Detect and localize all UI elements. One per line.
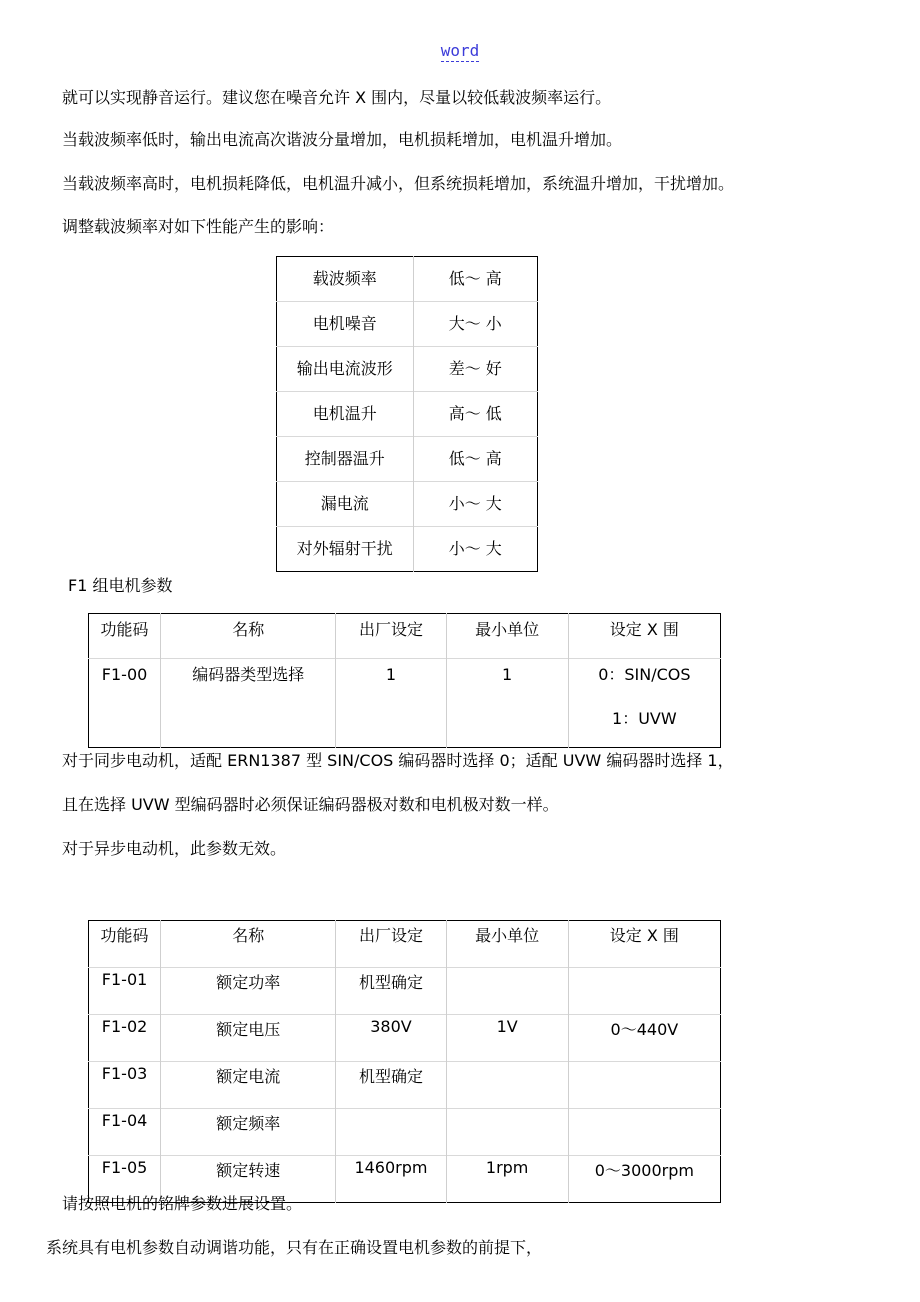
- param-range: [568, 1062, 720, 1109]
- param-unit: 1: [446, 659, 568, 748]
- paragraph: 调整载波频率对如下性能产生的影响：: [62, 217, 335, 236]
- header-link[interactable]: [0, 41, 920, 60]
- param-code: F1-01: [89, 968, 161, 1015]
- table-row: [89, 1062, 721, 1109]
- param-name: 额定功率: [161, 968, 336, 1015]
- param-unit: [446, 968, 568, 1015]
- motor-param-table: [88, 920, 721, 1203]
- param-range: [568, 659, 720, 748]
- param-unit: [446, 1109, 568, 1156]
- paragraph: 就可以实现静音运行。建议您在噪音允许 X 围内，尽量以较低载波频率运行。: [62, 88, 612, 107]
- param-range: 0～440V: [568, 1015, 720, 1062]
- param-unit: 1V: [446, 1015, 568, 1062]
- param-default: 机型确定: [336, 968, 446, 1015]
- param-range: 0～3000rpm: [568, 1156, 720, 1203]
- table-row: [277, 482, 538, 527]
- carrier-item: 对外辐射干扰: [277, 527, 414, 572]
- table-row: [89, 1015, 721, 1062]
- param-range: [568, 968, 720, 1015]
- param-default: 1460rpm: [336, 1156, 446, 1203]
- range-line: 1：UVW: [612, 709, 677, 728]
- header-default: 出厂设定: [336, 921, 446, 968]
- range-line: 0：SIN/COS: [598, 665, 691, 684]
- param-code: F1-05: [89, 1156, 161, 1203]
- table-row: [89, 968, 721, 1015]
- header-range: 设定 X 围: [568, 921, 720, 968]
- table-row: [277, 437, 538, 482]
- param-name: 编码器类型选择: [161, 659, 336, 748]
- carrier-item: 控制器温升: [277, 437, 414, 482]
- param-default: 380V: [336, 1015, 446, 1062]
- section-title: F1 组电机参数: [68, 576, 173, 595]
- param-unit: [446, 1062, 568, 1109]
- param-name: 额定转速: [161, 1156, 336, 1203]
- carrier-effect: 低～ 高: [413, 437, 537, 482]
- carrier-effect: 大～ 小: [413, 302, 537, 347]
- carrier-item: 载波频率: [312, 269, 377, 288]
- paragraph: 系统具有电机参数自动调谐功能，只有在正确设置电机参数的前提下，: [46, 1238, 543, 1257]
- header-link-text[interactable]: word: [440, 41, 480, 60]
- paragraph: 对于同步电动机，适配 ERN1387 型 SIN/COS 编码器时选择 0；适配 UVW 编码器时选择 1，: [62, 751, 734, 770]
- paragraph: 当载波频率高时，电机损耗降低，电机温升减小，但系统损耗增加，系统温升增加，干扰增加。: [62, 174, 735, 193]
- table-row: [277, 257, 538, 302]
- carrier-effect: 高～ 低: [413, 392, 537, 437]
- carrier-item: 输出电流波形: [277, 347, 414, 392]
- table-row: [277, 302, 538, 347]
- header-name: 名称: [161, 614, 336, 659]
- table-row: [277, 392, 538, 437]
- carrier-effect: 低～ 高: [413, 257, 537, 302]
- carrier-item: 漏电流: [277, 482, 414, 527]
- carrier-effect: 差～ 好: [413, 347, 537, 392]
- param-code: F1-04: [89, 1109, 161, 1156]
- paragraph: 当载波频率低时，输出电流高次谐波分量增加，电机损耗增加，电机温升增加。: [62, 130, 623, 149]
- param-code: F1-03: [89, 1062, 161, 1109]
- param-default: 机型确定: [336, 1062, 446, 1109]
- param-name: 额定电流: [161, 1062, 336, 1109]
- carrier-item: 电机噪音: [277, 302, 414, 347]
- header-range: 设定 X 围: [568, 614, 720, 659]
- table-row: [89, 1109, 721, 1156]
- param-default: [336, 1109, 446, 1156]
- carrier-item: 电机温升: [277, 392, 414, 437]
- encoder-param-table: [88, 613, 721, 748]
- carrier-effect: 小～ 大: [413, 527, 537, 572]
- header-code: 功能码: [100, 926, 149, 945]
- paragraph: 对于异步电动机，此参数无效。: [62, 839, 287, 858]
- table-header-row: [89, 921, 721, 968]
- header-name: 名称: [161, 921, 336, 968]
- param-range: [568, 1109, 720, 1156]
- paragraph: 请按照电机的铭牌参数进展设置。: [62, 1194, 303, 1213]
- paragraph: 且在选择 UVW 型编码器时必须保证编码器极对数和电机极对数一样。: [62, 795, 559, 814]
- table-row: [89, 659, 721, 748]
- table-row: [277, 527, 538, 572]
- param-name: 额定频率: [161, 1109, 336, 1156]
- param-code: F1-00: [89, 659, 161, 748]
- param-code: F1-02: [89, 1015, 161, 1062]
- carrier-frequency-table: [276, 256, 538, 572]
- header-unit: 最小单位: [446, 614, 568, 659]
- header-code: 功能码: [100, 620, 149, 639]
- param-unit: 1rpm: [446, 1156, 568, 1203]
- header-unit: 最小单位: [446, 921, 568, 968]
- carrier-effect: 小～ 大: [413, 482, 537, 527]
- param-default: 1: [336, 659, 446, 748]
- table-row: [277, 347, 538, 392]
- table-header-row: [89, 614, 721, 659]
- param-name: 额定电压: [161, 1015, 336, 1062]
- header-default: 出厂设定: [336, 614, 446, 659]
